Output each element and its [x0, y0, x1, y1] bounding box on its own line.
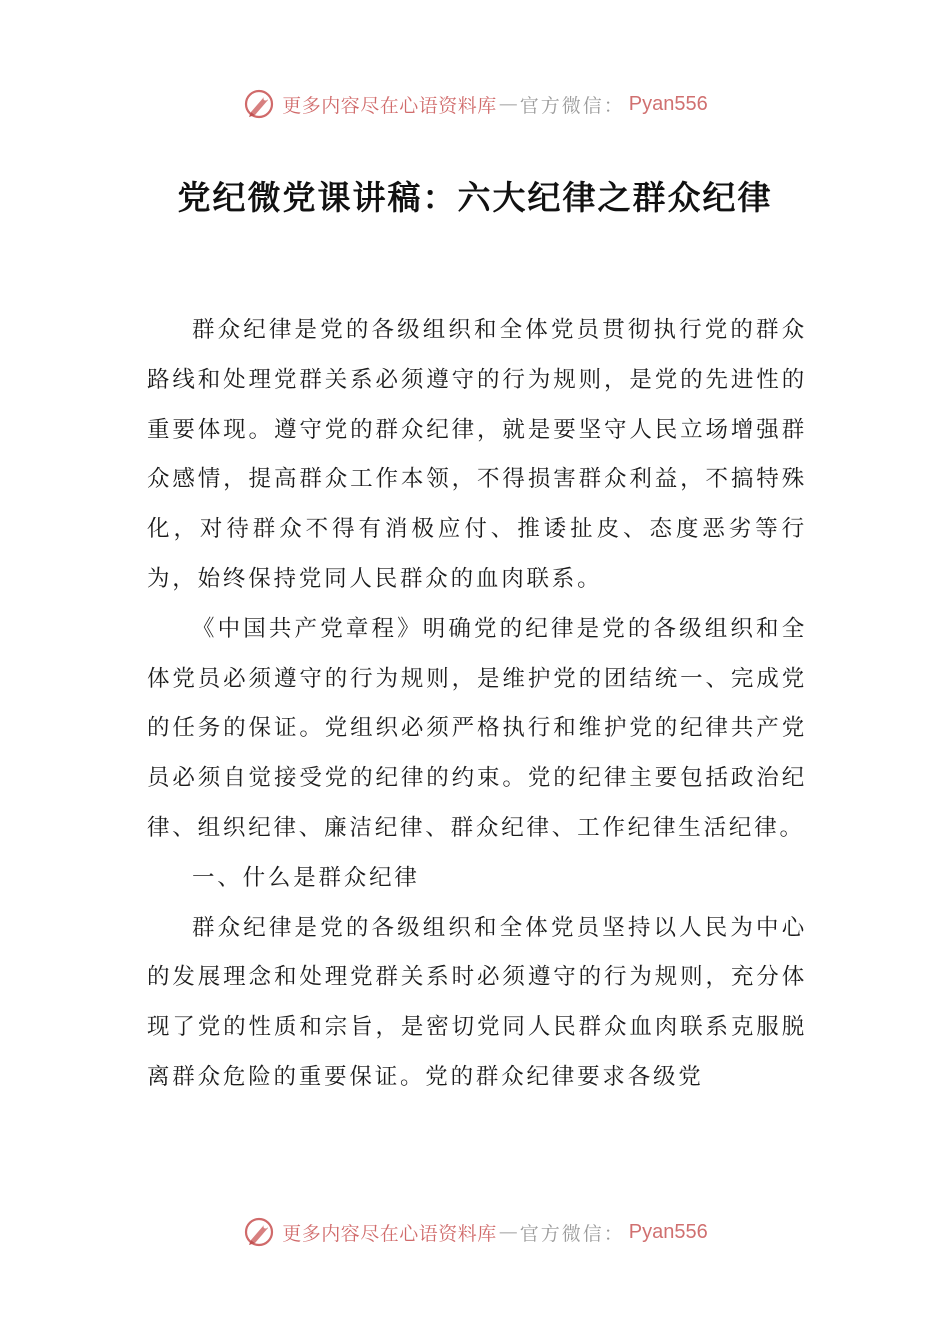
watermark-text: 更多内容尽在心语资料库 [282, 1222, 497, 1245]
watermark-official-label: 官方微信： [519, 1222, 625, 1245]
page-title: 党纪微党课讲稿：六大纪律之群众纪律 [177, 178, 773, 217]
watermark-header [0, 84, 950, 124]
paragraph-1: 群众纪律是党的各级组织和全体党员贯彻执行党的群众路线和处理党群关系必须遵守的行为规则，是党的先进性的重要体现。遵守党的群众纪律，就是要坚守人民立场增强群众感情，提高群众工作本领，不得损害群众利益，不搞特殊化，对待群众不得有消极应付、推诿扯皮、态度恶劣等行为，始终保持党同人民群众的血肉联系。 [147, 317, 807, 592]
watermark-footer [0, 1212, 950, 1252]
watermark-dash: — [498, 93, 518, 115]
watermark-wechat-id: Pyan556 [628, 92, 708, 115]
paragraph-2: 《中国共产党章程》明确党的纪律是党的各级组织和全体党员必须遵守的行为规则，是维护党的团结统一、完成党的任务的保证。党组织必须严格执行和维护党的纪律共产党员必须自觉接受党的纪律的约束。党的纪律主要包括政治纪律、组织纪律、廉洁纪律、群众纪律、工作纪律生活纪律。 [147, 615, 807, 841]
watermark-dash: — [498, 1221, 518, 1243]
paragraph-3: 群众纪律是党的各级组织和全体党员坚持以人民为中心的发展理念和处理党群关系时必须遵守的行为规则，充分体现了党的性质和宗旨，是密切党同人民群众血肉联系克服脱离群众危险的重要保证。党的群众纪律要求各级党 [147, 914, 807, 1090]
document-body [147, 306, 807, 1103]
pen-nib-logo-icon [242, 1215, 276, 1249]
section-heading: 一、什么是群众纪律 [192, 864, 420, 891]
watermark-official-label: 官方微信： [519, 94, 625, 117]
watermark-wechat-id: Pyan556 [628, 1220, 708, 1243]
watermark-text: 更多内容尽在心语资料库 [282, 94, 497, 117]
pen-nib-logo-icon [242, 87, 276, 121]
